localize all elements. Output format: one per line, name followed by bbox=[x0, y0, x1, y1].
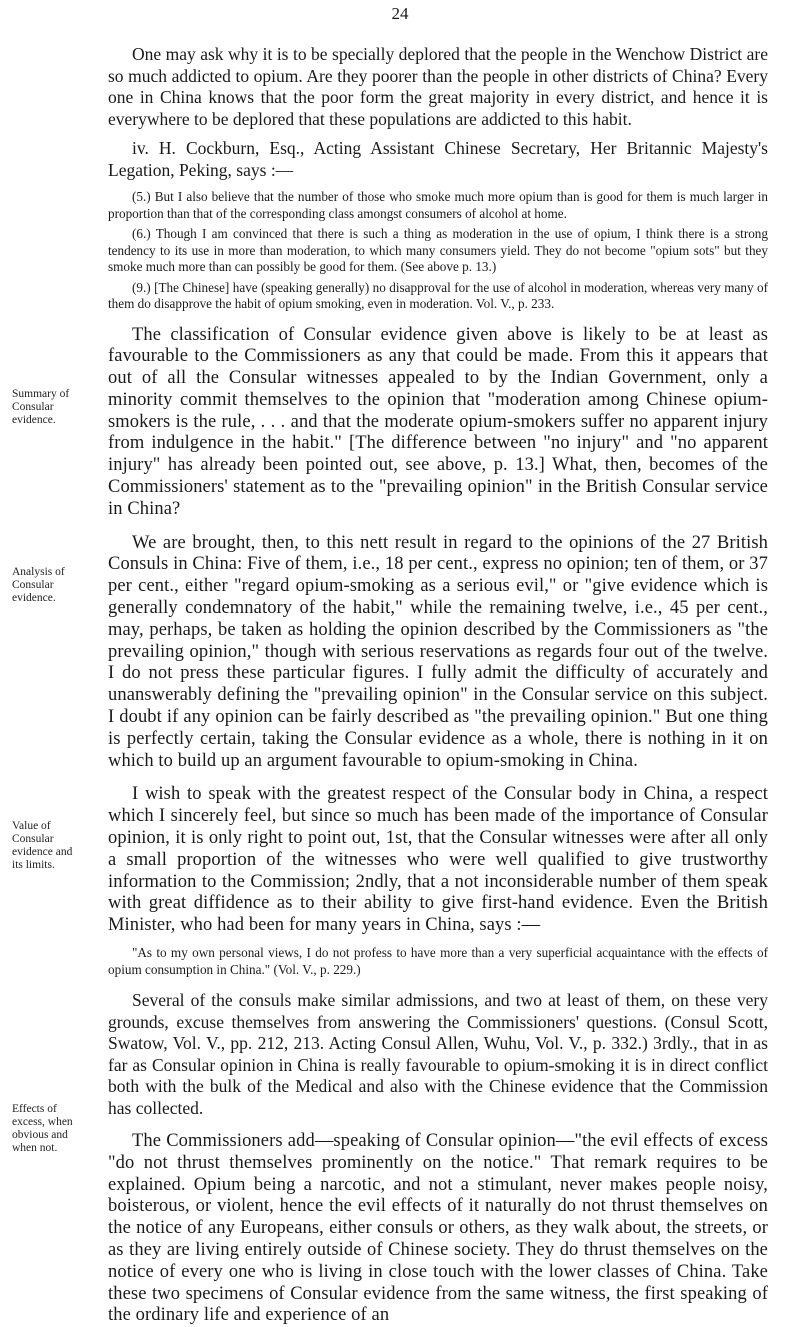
margin-note-effects: Effects of excess, when obvious and when not. bbox=[12, 1103, 73, 1154]
quote-british-minister: "As to my own personal views, I do not profess to have more than a very superficial acquaintance with the effects of opium consumption in China." (Vol. V., p. 229.) bbox=[108, 945, 768, 977]
margin-note-analysis: Analysis of Consular evidence. bbox=[12, 566, 65, 604]
paragraph-cockburn-intro: iv. H. Cockburn, Esq., Acting Assistant Chinese Secretary, Her Britannic Majesty's Legation, Peking, says :— bbox=[108, 138, 768, 180]
paragraph-analysis-consular: We are brought, then, to this nett result in regard to the opinions of the 27 British Consuls in China: Five of them, i.e., 18 per cent., express no opinion; ten of them, or 37 per cent., either "regard opium-smoking as a serious evil," or "give evidence which is generally condemnatory of the habit," while the remaining twelve, i.e., 45 per cent., may, perhaps, be taken as holding the opinion described by the Commissioners as "the prevailing opinion," though with serious reservations as regards four out of the twelve. I do not press these particular figures. I fully admit the difficulty of accurately and unanswerably defining the "prevailing opinion" in the Consular service on this subject. I doubt if any opinion can be fairly described as "the prevailing opinion." But one thing is perfectly certain, taking the Consular evidence as a whole, there is nothing in it on which to build up an argument favourable to opium-smoking in China. bbox=[108, 532, 768, 771]
margin-note-value: Value of Consular evidence and its limits. bbox=[12, 820, 73, 871]
paragraph-value-consular: I wish to speak with the greatest respect of the Consular body in China, a respect which I sincerely feel, but since so much has been made of the importance of Consular opinion, it is only right to point out, 1st, that the Consular witnesses were after all only a small proportion of the witnesses who were well qualified to give trustworthy information to the Commission; 2ndly, that a not inconsiderable number of them speak with great diffidence as to their ability to give first-hand evidence. Even the British Minister, who had been for many years in China, says :— bbox=[108, 784, 768, 936]
paragraph-wenchow: One may ask why it is to be specially deplored that the people in the Wenchow District are so much addicted to opium. Are they poorer than the people in other districts of China? Every one in China knows that the poor form the great majority in every district, and hence it is everywhere to be deplored that these populations are addicted to this habit. bbox=[108, 44, 768, 129]
margin-note-summary: Summary of Consular evidence. bbox=[12, 388, 70, 426]
page-number: 24 bbox=[391, 4, 409, 23]
quote-cockburn-6: (6.) Though I am convinced that there is such a thing as moderation in the use of opium, I think there is a strong tendency to its use in more than moderation, to which many consumers yield. They do not become "opium sots" but they smoke much more than can possibly be good for them. (See above p. 13.) bbox=[108, 226, 768, 274]
page-body bbox=[108, 44, 768, 1327]
quote-cockburn-5: (5.) But I also believe that the number of those who smoke much more opium than is good for them is much larger in proportion than that of the corresponding class amongst consumers of alcohol at home. bbox=[108, 189, 768, 221]
paragraph-several-consuls: Several of the consuls make similar admissions, and two at least of them, on these very grounds, excuse themselves from answering the Commissioners' questions. (Consul Scott, Swatow, Vol. V., pp. 212, 213. Acting Consul Allen, Wuhu, Vol. V., p. 332.) 3rdly., that in as far as Consular opinion in China is really favourable to opium-smoking it is in direct conflict both with the bulk of the Medical and also with the Chinese evidence that the Commission has collected. bbox=[108, 990, 768, 1118]
paragraph-summary-consular: The classification of Consular evidence given above is likely to be at least as favourable to the Commissioners as any that could be made. From this it appears that out of all the Consular witnesses appealed to by the Indian Government, only a minority commit themselves to the opinion that "moderation among Chinese opium-smokers is the rule, . . . and that the moderate opium-smokers suffer no apparent injury from indulgence in the habit." [The difference between "no injury" and "no apparent injury" has already been pointed out, see above, p. 13.] What, then, becomes of the Commissioners' statement as to the "prevailing opinion" in the British Consular service in China? bbox=[108, 324, 768, 519]
paragraph-effects-excess: The Commissioners add—speaking of Consular opinion—"the evil effects of excess "do not thrust themselves prominently on the notice." That remark requires to be explained. Opium being a narcotic, and not a stimulant, never makes people noisy, boisterous, or violent, hence the evil effects of it naturally do not thrust themselves on the notice of any Europeans, either consuls or others, as they walk about, the streets, or as they are living entirely outside of Chinese society. They do thrust themselves on the notice of every one who is living in close touch with the lower classes of China. Take these two specimens of Consular evidence from the same witness, the first speaking of the ordinary life and experience of an bbox=[108, 1131, 768, 1326]
quote-cockburn-9: (9.) [The Chinese] have (speaking generally) no disapproval for the use of alcohol in moderation, whereas very many of them do disapprove the habit of opium smoking, even in moderation. Vol. V., p. 233. bbox=[108, 279, 768, 311]
